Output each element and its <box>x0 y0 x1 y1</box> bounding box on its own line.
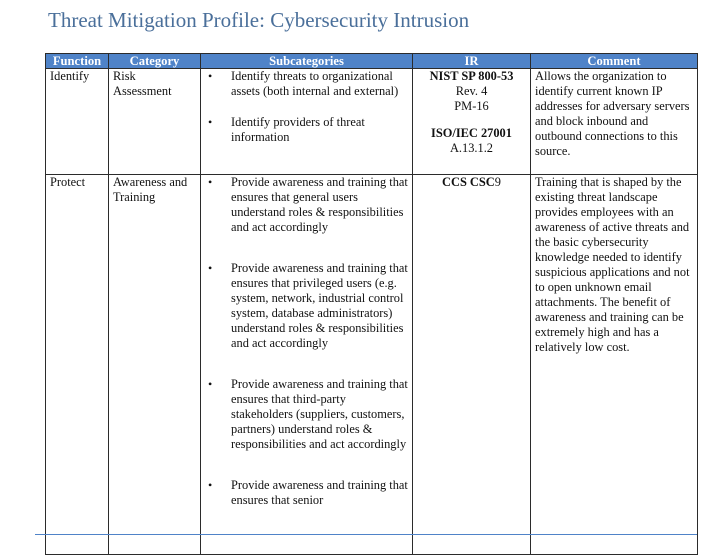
header-function: Function <box>46 54 109 69</box>
category-cell <box>109 175 201 555</box>
header-subcategories: Subcategories <box>201 54 413 69</box>
bullet-icon: • <box>208 478 213 492</box>
subcategory-item: • Provide awareness and training that ensures that senior <box>208 478 408 507</box>
ir-line: Rev. 4 <box>455 84 488 98</box>
comment-cell: Training that is shaped by the existing threat landscape provides employees with an awareness of active threats and the basic cybersecurity knowledge needed to identify suspicious applications and not to open unknown email attachments. The benefit of awareness and training can be extremely high and has a relatively low cost. <box>531 175 698 555</box>
header-comment: Comment <box>531 54 698 69</box>
page-title: Threat Mitigation Profile: Cybersecurity Intrusion <box>48 8 470 32</box>
ir-cell <box>413 175 531 555</box>
subcategories-cell <box>201 69 413 175</box>
ir-line: 9 <box>494 175 501 189</box>
ir-line: NIST SP 800-53 <box>429 69 514 83</box>
ir-line: CCS CSC <box>442 175 495 189</box>
category-line: Risk <box>113 69 136 83</box>
header-ir: IR <box>413 54 531 69</box>
subcategories-cell <box>201 175 413 555</box>
comment-cell: Allows the organization to identify current known IP addresses for adversary servers and block inbound and outbound connections to this source. <box>531 69 698 175</box>
header-category: Category <box>109 54 201 69</box>
ir-line: A.13.1.2 <box>449 141 494 155</box>
function-cell: Protect <box>46 175 109 555</box>
subcategory-item: • Provide awareness and training that ensures that privileged users (e.g. system, network, industrial control system, database administrators) understand roles & responsibilities and act accordingly <box>208 261 408 350</box>
category-line: Assessment <box>113 84 172 98</box>
bullet-icon: • <box>208 69 213 83</box>
table-header-row <box>46 54 698 69</box>
category-line: Awareness and <box>113 175 188 189</box>
ir-line: ISO/IEC 27001 <box>431 126 512 140</box>
threat-mitigation-table <box>45 53 698 555</box>
subcategory-item: • Identify threats to organizational assets (both internal and external) <box>208 69 399 98</box>
category-cell <box>109 69 201 175</box>
table-row <box>46 69 698 175</box>
subcategory-item: • Provide awareness and training that ensures that third-party stakeholders (suppliers, customers, partners) understand roles & responsibilities and act accordingly <box>208 377 408 451</box>
function-cell: Identify <box>46 69 109 175</box>
table-row <box>46 175 698 555</box>
bullet-icon: • <box>208 261 213 275</box>
bullet-icon: • <box>208 377 213 391</box>
subcategory-item: • Provide awareness and training that ensures that general users understand roles & responsibilities and act accordingly <box>208 175 408 234</box>
bullet-icon: • <box>208 175 213 189</box>
page-bottom-rule <box>35 534 697 535</box>
ir-cell <box>413 69 531 175</box>
category-line: Training <box>113 190 156 204</box>
bullet-icon: • <box>208 115 213 129</box>
ir-line: PM-16 <box>454 99 489 113</box>
subcategory-item: • Identify providers of threat information <box>208 115 365 144</box>
